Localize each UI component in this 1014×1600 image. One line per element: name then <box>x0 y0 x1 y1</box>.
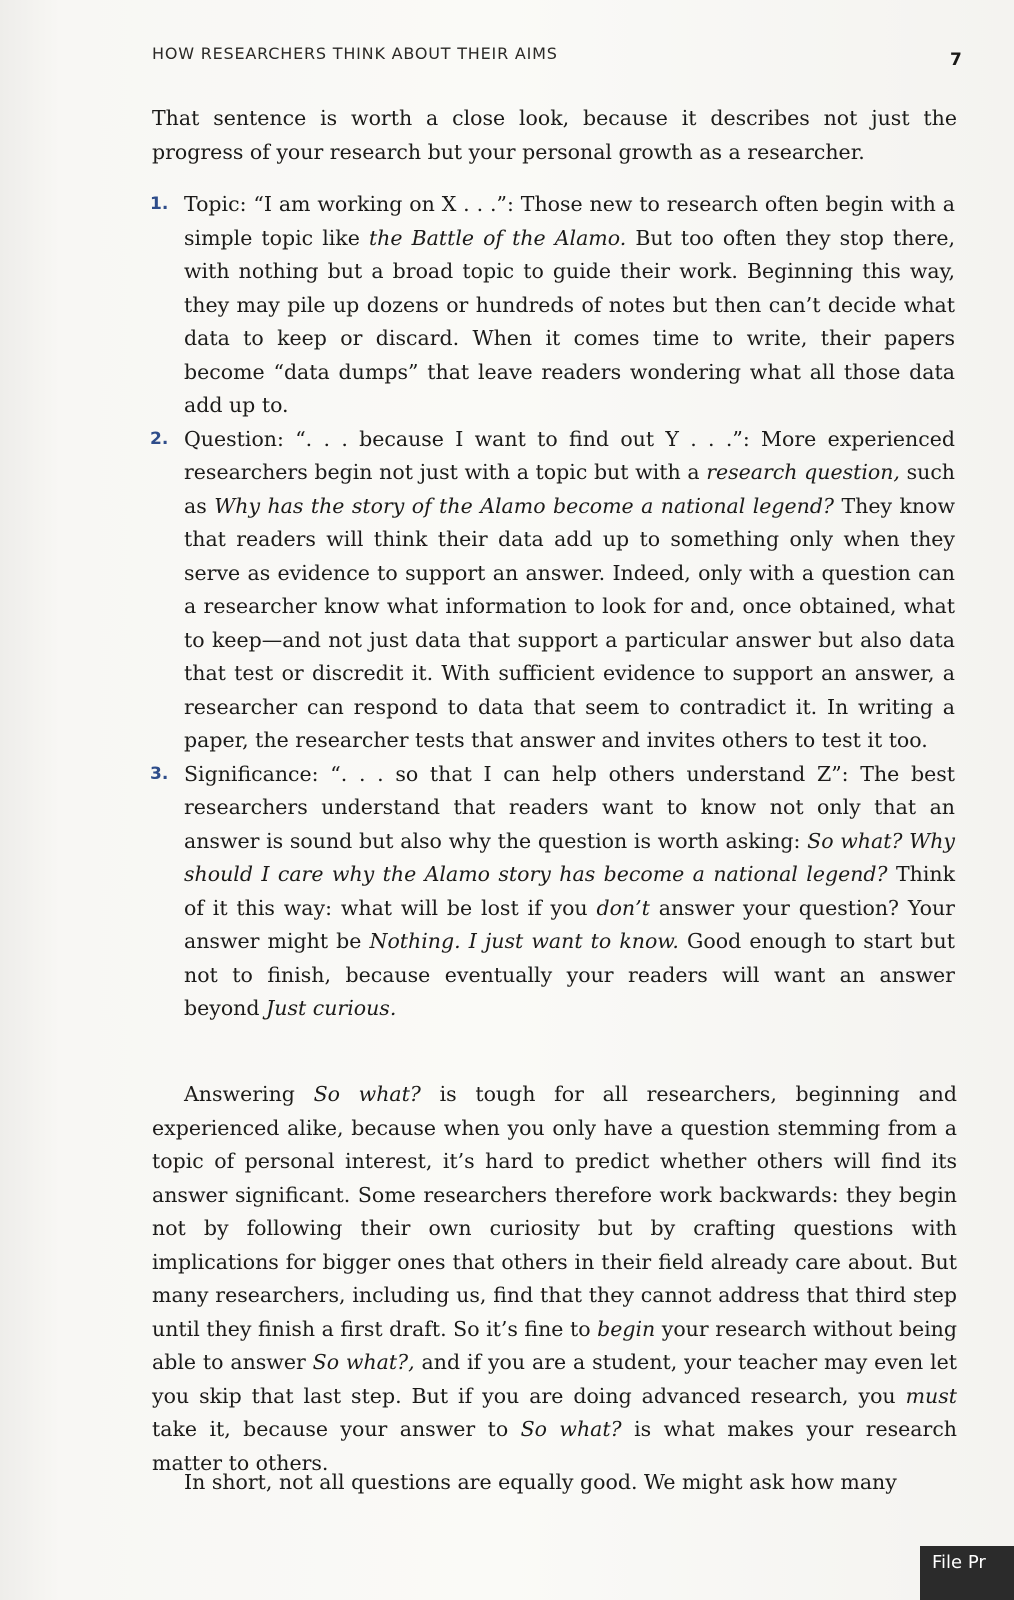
italic-run: So what?, <box>312 1350 415 1374</box>
text-run: take it, because your answer to <box>152 1417 521 1441</box>
text-run: Answering <box>184 1082 314 1106</box>
italic-run: begin <box>597 1316 656 1341</box>
closing-paragraph: In short, not all questions are equally good. We might ask how many <box>184 1470 897 1494</box>
italic-run: So what? <box>313 1082 421 1106</box>
text-run: answer your question? Your answer might be <box>184 895 955 953</box>
so-what-paragraph <box>152 1078 957 1480</box>
italic-run: So what? Why should I care why the Alamo story has become a national legend? <box>184 828 955 886</box>
text-run: Question: “. . . because I want to find out Y . . .”: More experienced researchers begin not just with a topic but with a <box>184 426 955 484</box>
italic-run: Why has the story of the Alamo become a national legend? <box>214 493 834 518</box>
italic-run: research question, <box>706 460 900 484</box>
list-item-significance <box>150 758 955 1026</box>
text-run: They know that readers will think their data add up to something only when they serve as evidence to support an answer. Indeed, only with a question can a researcher know what information to look for and, once obtained, what to keep—and not just data that support a particular answer but also data that test or discredit it. With sufficient evidence to support an answer, a researcher can respond to data that seem to contradict it. In writing a paper, the researcher tests that answer and invites others to test it too. <box>184 493 955 752</box>
italic-run: Nothing. I just want to know. <box>369 929 679 953</box>
text-run: Think of it this way: what will be lost if you <box>184 862 955 920</box>
list-item-question <box>150 423 955 758</box>
text-run: your research without being able to answer <box>152 1316 957 1374</box>
italic-run: the Battle of the Alamo. <box>368 225 627 250</box>
text-run: is tough for all researchers, beginning and experienced alike, because when you only have a question stemming from a topic of personal interest, it’s hard to predict whether others will find its answer significant. Some researchers therefore work backwards: they begin not by following their own curiosity but by crafting questions with implications for bigger ones that others in their field already care about. But many researchers, including us, find that they cannot address that third step until they finish a first draft. So it’s fine to <box>152 1082 958 1341</box>
list-number: 1. <box>150 194 169 214</box>
list-number: 2. <box>150 428 169 449</box>
page-number: 7 <box>950 50 962 70</box>
running-head: HOW RESEARCHERS THINK ABOUT THEIR AIMS <box>152 44 558 63</box>
file-tab-label[interactable]: File Pr <box>920 1546 1014 1600</box>
research-stages-list <box>150 188 955 1026</box>
italic-run: So what? <box>520 1417 622 1441</box>
italic-run: don’t <box>596 895 650 920</box>
list-number: 3. <box>150 763 169 784</box>
italic-run: Just curious. <box>266 996 397 1020</box>
text-run: is what makes your research matter to others. <box>152 1417 957 1475</box>
text-run: Good enough to start but not to finish, because eventually your readers will want an answer beyond <box>184 929 955 1020</box>
text-run: such as <box>184 460 955 518</box>
text-run: Significance: “. . . so that I can help others understand Z”: The best researchers understand that readers want to know not only that an answer is sound but also why the question is worth asking: <box>184 761 955 853</box>
italic-run: must <box>905 1383 957 1408</box>
intro-paragraph: That sentence is worth a close look, because it describes not just the progress of your research but your personal growth as a researcher. <box>152 106 957 164</box>
text-run: But too often they stop there, with nothing but a broad topic to guide their work. Beginning this way, they may pile up dozens or hundreds of notes but then can’t decide what data to keep or discard. When it comes time to write, their papers become “data dumps” that leave readers wondering what all those data add up to. <box>184 225 955 417</box>
text-run: and if you are a student, your teacher may even let you skip that last step. But if you are doing advanced research, you <box>152 1350 957 1408</box>
list-item-topic <box>150 188 955 423</box>
text-run: Topic: “I am working on X . . .”: Those new to research often begin with a simple topic like <box>184 192 955 250</box>
